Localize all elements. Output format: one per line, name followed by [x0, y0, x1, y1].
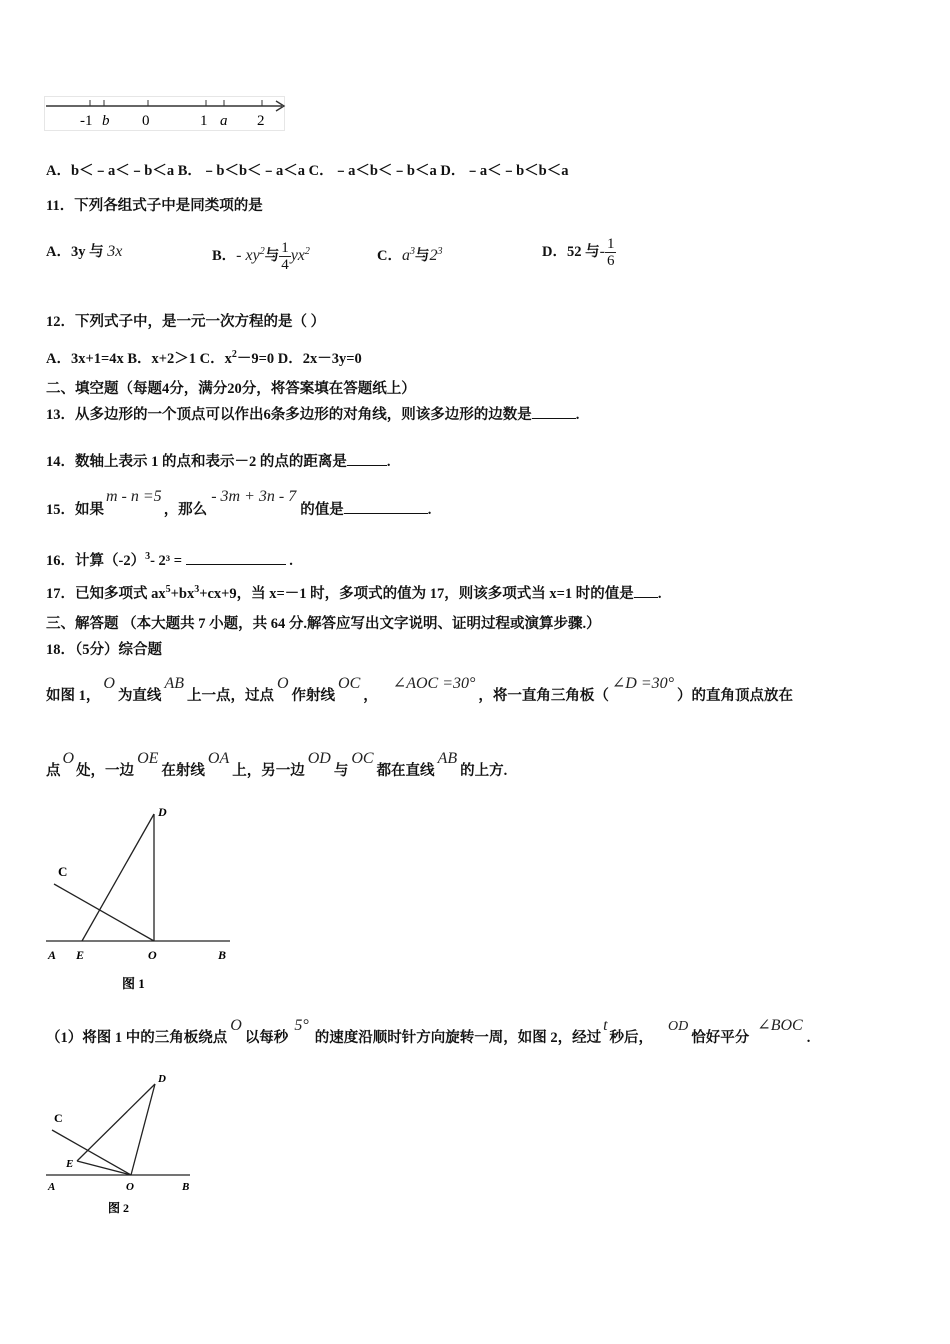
q14: 14．数轴上表示 1 的点和表示－2 的点的距离是 .: [46, 454, 391, 470]
q11-stem: 11．下列各组式子中是同类项的是: [46, 198, 263, 214]
fig2-segment-eo: [77, 1161, 131, 1175]
fig2-segment-ed: [77, 1084, 155, 1161]
fig2-label-d: D: [158, 1073, 166, 1085]
q15-answer-blank[interactable]: [344, 513, 428, 514]
q13: 13．从多边形的一个顶点可以作出6条多边形的对角线，则该多边形的边数是 .: [46, 407, 580, 423]
q11-option-a: A．3y 与 3x: [46, 243, 123, 260]
q18-stem: 18．（5分）综合题: [46, 642, 162, 658]
fig1-segment-ed: [82, 814, 154, 941]
q10-options: A．b＜﹣a＜﹣b＜a B．﹣b＜b＜﹣a＜a C．﹣a＜b＜﹣b＜a D．﹣a＜﹣b＜b＜a: [46, 163, 569, 179]
nl-label-neg1: -1: [80, 113, 93, 129]
q12-options: A．3x+1=4x B．x+2＞1 C．$x^2-9=0$ D．2x－3y=0: [46, 349, 362, 367]
q12-stem: 12．下列式子中，是一元一次方程的是（ ）: [46, 314, 326, 330]
q15: 15．如果m - n =5，那么- 3m + 3n - 7的值是 .: [46, 488, 432, 518]
fig2-caption: 图 2: [108, 1201, 130, 1215]
nl-label-a: a: [220, 113, 228, 129]
nl-label-b: b: [102, 113, 110, 129]
q13-answer-blank[interactable]: [532, 418, 576, 419]
q16-answer-blank[interactable]: [186, 564, 286, 565]
q16: 16．计算$(-2)^3-$ 2³ = .: [46, 551, 293, 569]
q14-answer-blank[interactable]: [347, 465, 387, 466]
fig1-label-a: A: [48, 948, 57, 962]
fig2-ray-oc: [52, 1130, 131, 1175]
number-line-figure: [44, 96, 286, 132]
fig2-label-b: B: [182, 1181, 190, 1193]
fig2-segment-od: [131, 1084, 155, 1175]
q18-line-2: 点O处，一边OE在射线OA上，另一边OD与OC都在直线AB的上方.: [46, 750, 508, 779]
nl-label-2: 2: [257, 113, 265, 129]
section-2-heading: 二、填空题（每题4分，满分20分，将答案填在答题纸上）: [46, 381, 416, 397]
fig1-label-c: C: [58, 864, 68, 879]
fig2-label-o: O: [126, 1181, 134, 1193]
fig1-caption: 图 1: [122, 976, 145, 991]
q17: 17．已知多项式 $ax^5+bx^3+cx+9$，当 x=－1 时，多项式的值为 17，则该多项式当 x=1 时的值是 .: [46, 584, 662, 602]
nl-label-0: 0: [142, 113, 150, 129]
fig1-label-b: B: [218, 948, 227, 962]
q11-option-d: D．52 与- $\frac{1}{6}$: [542, 236, 615, 270]
figure-2: [44, 1068, 204, 1220]
fig1-ray-oc: [54, 884, 154, 941]
q11-option-b: B．- $xy^2$与 $\frac{1}{4}$ $yx^2$: [212, 240, 310, 273]
q11-option-c: C．$a^3$与$2^3$: [377, 246, 443, 264]
fig1-label-o: O: [148, 948, 157, 962]
section-3-heading: 三、解答题 （本大题共 7 小题，共 64 分.解答应写出文字说明、证明过程或演算步骤.）: [46, 616, 601, 632]
nl-label-1: 1: [200, 113, 208, 129]
fig1-label-d: D: [158, 805, 167, 819]
fig2-label-c: C: [54, 1111, 63, 1125]
q17-answer-blank[interactable]: [634, 597, 658, 598]
q18-line-1: 如图 1，O为直线AB上一点，过点O作射线OC，∠AOC =30°，将一直角三角板（∠D =30°）的直角顶点放在: [46, 675, 794, 704]
fig1-label-e: E: [76, 948, 85, 962]
fig2-label-e: E: [66, 1158, 74, 1170]
figure-1: [44, 800, 244, 996]
fig2-label-a: A: [48, 1181, 56, 1193]
q18-part-1: （1）将图 1 中的三角板绕点O以每秒5°的速度沿顺时针方向旋转一周，如图 2，经过t秒后，OD恰好平分∠BOC.: [46, 1017, 811, 1046]
